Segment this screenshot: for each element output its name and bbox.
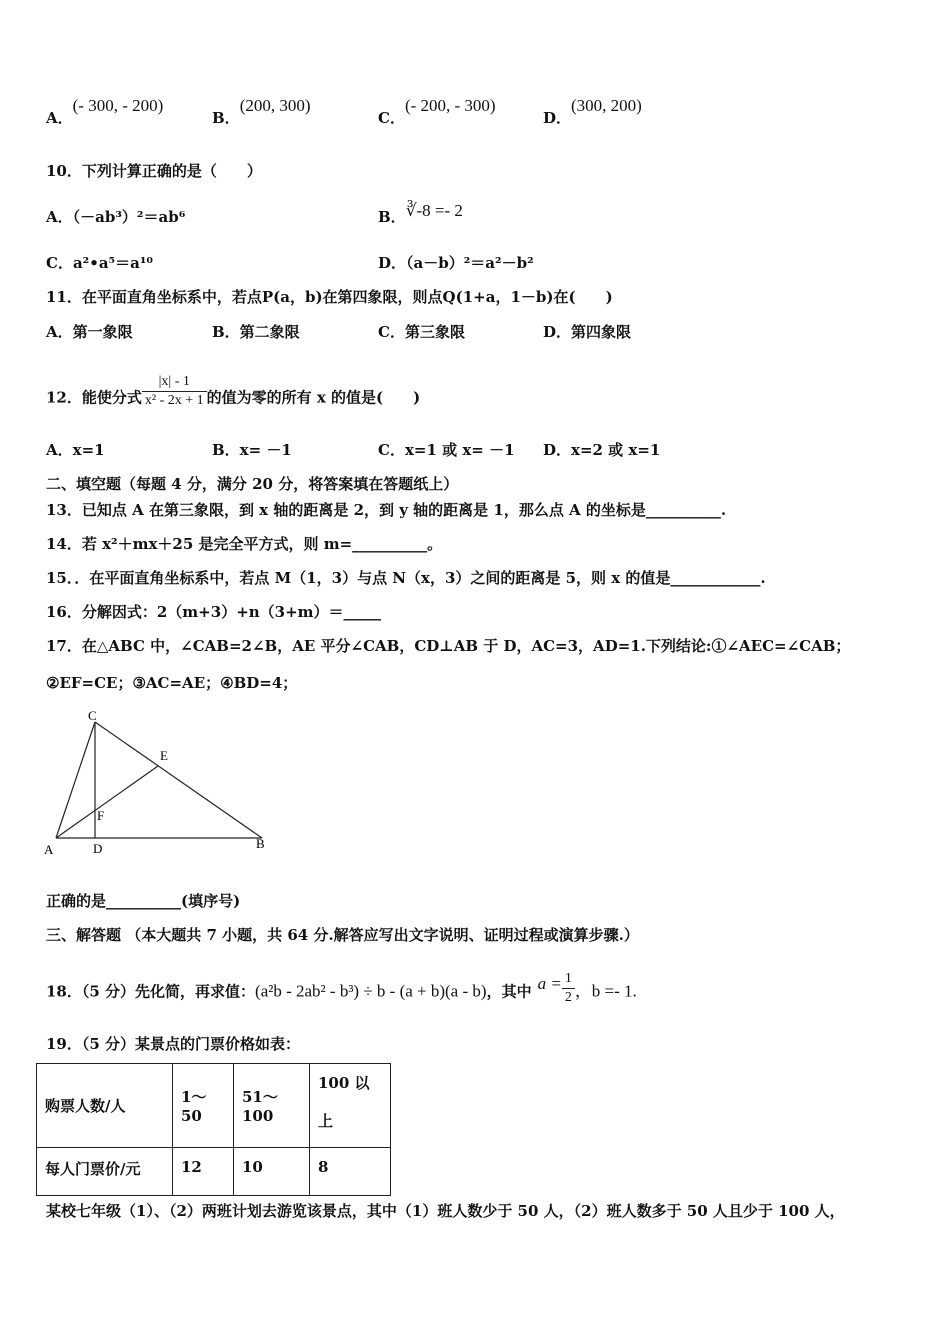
q12-option-d: D．x=2 或 x=1 (543, 441, 661, 459)
q10-option-b: B．∛-8 =- 2 (378, 201, 463, 226)
section-2-heading: 二、填空题（每题 4 分，满分 20 分，将答案填在答题纸上） (46, 475, 459, 493)
table-row (37, 1148, 391, 1196)
label-b: B (256, 836, 265, 851)
q10-option-c: C．a²•a⁵＝a¹⁰ (46, 254, 153, 272)
q19-stem: 19．（5 分）某景点的门票价格如表： (46, 1035, 301, 1053)
table-cell: 每人门票价/元 (37, 1148, 173, 1196)
table-cell: 10 (234, 1148, 310, 1196)
label-c: C (88, 708, 97, 723)
q11-option-d: D．第四象限 (543, 323, 632, 341)
q17-answer: 正确的是__________(填序号) (46, 892, 241, 910)
q12-fraction: $\frac{|x| - 1}{\text{x² - 2x + 1}}$ (142, 373, 207, 410)
q11-stem: 11．在平面直角坐标系中，若点P(a，b)在第四象限，则点Q(1+a，1－b)在( ) (46, 288, 613, 306)
table-cell: 购票人数/人 (37, 1064, 173, 1148)
q17-line-2: ②EF=CE；③AC=AE；④BD=4； (46, 674, 298, 692)
table-cell: 100 以上 (310, 1064, 391, 1148)
label-f: F (97, 808, 105, 823)
table-cell: 8 (310, 1148, 391, 1196)
table-cell: 1～50 (173, 1064, 234, 1148)
q17-line-1: 17．在△ABC 中，∠CAB=2∠B，AE 平分∠CAB，CD⊥AB 于 D，AC=3，AD=1.下列结论:①∠AEC=∠CAB； (46, 637, 851, 655)
q12-option-a: A．x=1 (46, 441, 105, 459)
q9-option-c: C．(- 200, - 300) (378, 96, 496, 127)
q12-option-b: B．x= －1 (212, 441, 292, 459)
q18: 18．（5 分）先化简，再求值：(a²b - 2ab² - b³) ÷ b - (a + b)(a - b)，其中 a = $\frac{1}{2}$ ，b =- 1. (46, 971, 637, 1005)
q12-stem: 12．能使分式 $\frac{|x| - 1}{\text{x² - 2x + 1}}$ 的值为零的所有 x 的值是( ) (46, 374, 421, 408)
q11-option-b: B．第二象限 (212, 323, 300, 341)
segment-cb (95, 722, 262, 838)
q18-a-fraction: $\frac{1}{2}$ (562, 970, 575, 1007)
q15: 15．．在平面直角坐标系中，若点 M（1，3）与点 N（x，3）之间的距离是 5，则 x 的值是____________. (46, 569, 766, 587)
q14: 14．若 x²＋mx＋25 是完全平方式，则 m=__________。 (46, 535, 443, 553)
q12-option-c: C．x=1 或 x= －1 (378, 441, 515, 459)
q9-option-b: B．(200, 300) (212, 96, 311, 127)
table-row (37, 1064, 391, 1148)
section-3-heading: 三、解答题 （本大题共 7 小题，共 64 分.解答应写出文字说明、证明过程或演算步骤.） (46, 926, 639, 944)
segment-ae (56, 766, 158, 838)
segment-ac (56, 722, 95, 838)
table-cell: 51～100 (234, 1064, 310, 1148)
q13: 13．已知点 A 在第三象限，到 x 轴的距离是 2，到 y 轴的距离是 1，那么点 A 的坐标是__________. (46, 501, 727, 519)
q10-stem: 10．下列计算正确的是（ ） (46, 162, 262, 180)
label-d: D (93, 841, 103, 856)
q19-tail: 某校七年级（1）、（2）两班计划去游览该景点，其中（1）班人数少于 50 人，（2）班人数多于 50 人且少于 100 人， (46, 1202, 845, 1220)
table-cell: 12 (173, 1148, 234, 1196)
q16: 16．分解因式：2（m+3）+n（3+m）＝_____ (46, 603, 382, 621)
q11-option-c: C．第三象限 (378, 323, 465, 341)
triangle-figure (40, 700, 275, 865)
label-a: A (44, 842, 54, 857)
q9-option-d: D．(300, 200) (543, 96, 642, 127)
q9-option-a: A．(- 300, - 200) (46, 96, 164, 127)
label-e: E (160, 748, 168, 763)
q10-option-a: A．（－ab³）²＝ab⁶ (46, 208, 186, 226)
q11-option-a: A．第一象限 (46, 323, 133, 341)
ticket-price-table (36, 1063, 391, 1196)
q10-option-d: D．（a－b）²＝a²－b² (378, 254, 534, 272)
